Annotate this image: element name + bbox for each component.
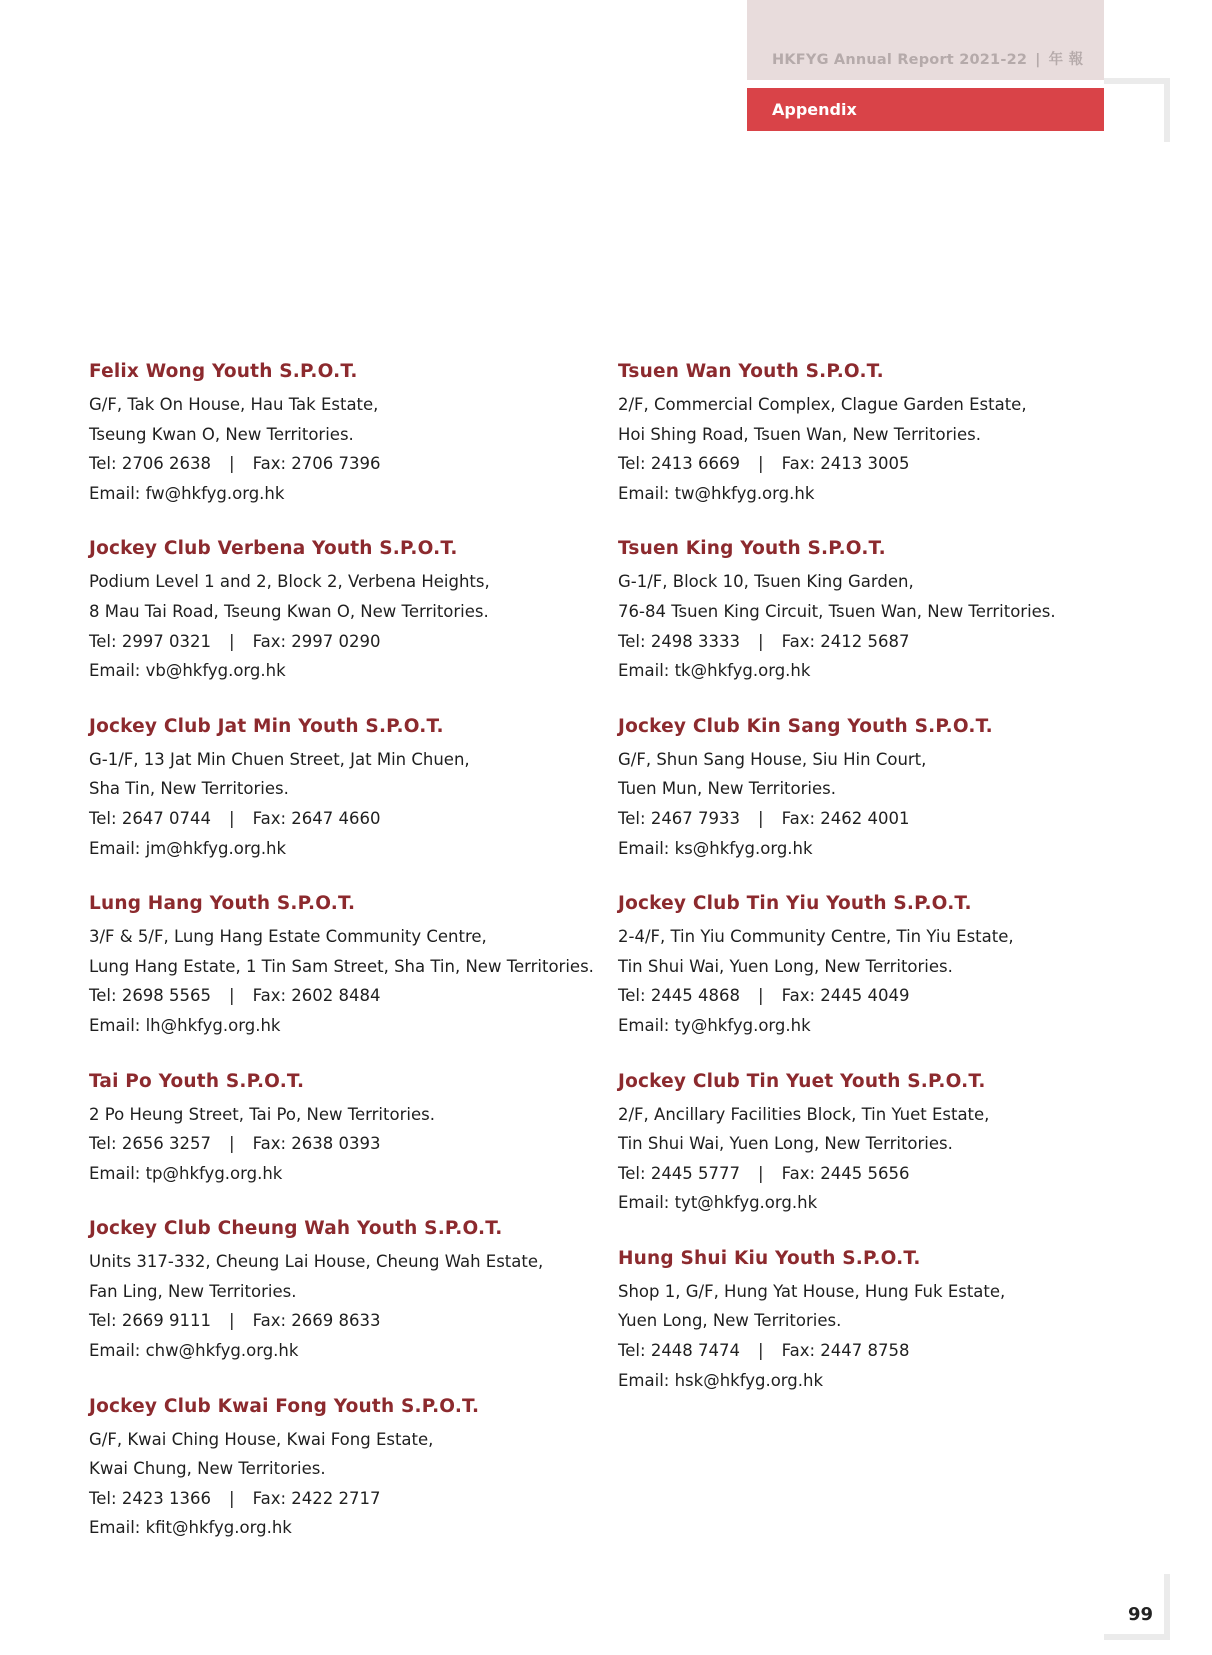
divider-bar: |: [758, 808, 764, 828]
email-line: Email: tk@hkfyg.org.hk: [618, 661, 811, 681]
contact-entry: [89, 892, 594, 1040]
tel-fax-line: [89, 981, 589, 1011]
email-line: Email: tp@hkfyg.org.hk: [89, 1163, 283, 1183]
tel-number: Tel: 2413 6669: [618, 454, 741, 474]
tel-number: Tel: 2423 1366: [89, 1488, 212, 1508]
left-column: [89, 360, 594, 1572]
centre-name: Tsuen Wan Youth S.P.O.T.: [618, 361, 884, 382]
address-line: Sha Tin, New Territories.: [89, 779, 289, 799]
address-line: Fan Ling, New Territories.: [89, 1281, 297, 1301]
report-title-text: HKFYG Annual Report 2021-22: [772, 52, 1028, 68]
contact-entry: [618, 360, 1178, 508]
email-line: Email: chw@hkfyg.org.hk: [89, 1341, 299, 1361]
tel-fax-line: [89, 627, 589, 657]
centre-name: Hung Shui Kiu Youth S.P.O.T.: [618, 1247, 921, 1269]
centre-name: Jockey Club Kwai Fong Youth S.P.O.T.: [89, 1395, 480, 1417]
centre-name: Jockey Club Jat Min Youth S.P.O.T.: [89, 715, 444, 737]
address-line: G-1/F, 13 Jat Min Chuen Street, Jat Min Chuen,: [89, 749, 470, 769]
tel-fax-line: [618, 627, 1178, 657]
address-line: Tseung Kwan O, New Territories.: [89, 424, 354, 444]
address-line: G/F, Shun Sang House, Siu Hin Court,: [618, 749, 927, 769]
tel-fax-line: [618, 1159, 1178, 1189]
fax-number: Fax: 2669 8633: [252, 1311, 381, 1331]
contact-entry: [89, 537, 589, 685]
address-line: 2/F, Ancillary Facilities Block, Tin Yuet Estate,: [618, 1104, 990, 1124]
corner-bracket-top: [1104, 78, 1170, 142]
address-line: Kwai Chung, New Territories.: [89, 1459, 326, 1479]
address-line: 8 Mau Tai Road, Tseung Kwan O, New Territories.: [89, 601, 489, 621]
centre-name: Jockey Club Verbena Youth S.P.O.T.: [89, 538, 458, 560]
centre-name: Jockey Club Tin Yiu Youth S.P.O.T.: [618, 893, 972, 915]
fax-number: Fax: 2647 4660: [252, 808, 381, 828]
tel-fax-line: [89, 804, 589, 834]
divider-bar: |: [758, 1341, 764, 1361]
address-line: Lung Hang Estate, 1 Tin Sam Street, Sha Tin, New Territories.: [89, 956, 594, 976]
divider-bar: |: [229, 1134, 235, 1154]
tel-number: Tel: 2669 9111: [89, 1311, 212, 1331]
page-number: 99: [1128, 1604, 1154, 1625]
contact-entry: [618, 892, 1178, 1040]
email-line: Email: tw@hkfyg.org.hk: [618, 483, 815, 503]
address-line: 2/F, Commercial Complex, Clague Garden Estate,: [618, 395, 1027, 414]
centre-name: Tai Po Youth S.P.O.T.: [89, 1070, 305, 1092]
right-column: [618, 360, 1178, 1424]
tel-number: Tel: 2997 0321: [89, 631, 212, 651]
divider-bar: |: [758, 454, 764, 474]
email-line: Email: hsk@hkfyg.org.hk: [618, 1370, 824, 1390]
centre-name: Felix Wong Youth S.P.O.T.: [89, 361, 358, 382]
email-line: Email: ty@hkfyg.org.hk: [618, 1015, 811, 1035]
tel-number: Tel: 2498 3333: [618, 631, 741, 651]
tel-number: Tel: 2706 2638: [89, 454, 212, 474]
divider-bar: |: [229, 808, 235, 828]
tel-number: Tel: 2445 5777: [618, 1163, 741, 1183]
section-label: Appendix: [772, 100, 857, 119]
divider-bar: |: [229, 454, 235, 474]
address-line: G/F, Tak On House, Hau Tak Estate,: [89, 395, 379, 414]
email-line: Email: lh@hkfyg.org.hk: [89, 1015, 281, 1035]
address-line: Yuen Long, New Territories.: [618, 1311, 842, 1331]
tel-number: Tel: 2448 7474: [618, 1341, 741, 1361]
address-line: 3/F & 5/F, Lung Hang Estate Community Centre,: [89, 927, 487, 947]
fax-number: Fax: 2413 3005: [781, 454, 910, 474]
address-line: Units 317-332, Cheung Lai House, Cheung Wah Estate,: [89, 1252, 544, 1272]
contact-entry: [618, 1070, 1178, 1218]
tel-number: Tel: 2647 0744: [89, 808, 212, 828]
contact-entry: [89, 360, 589, 508]
address-line: G/F, Kwai Ching House, Kwai Fong Estate,: [89, 1429, 434, 1449]
fax-number: Fax: 2447 8758: [781, 1341, 910, 1361]
email-line: Email: tyt@hkfyg.org.hk: [618, 1193, 818, 1213]
centre-name: Jockey Club Kin Sang Youth S.P.O.T.: [618, 715, 993, 737]
centre-name: Jockey Club Tin Yuet Youth S.P.O.T.: [618, 1070, 986, 1092]
fax-number: Fax: 2602 8484: [252, 986, 381, 1006]
contact-entry: [618, 1247, 1178, 1395]
divider-bar: |: [758, 631, 764, 651]
fax-number: Fax: 2445 4049: [781, 986, 910, 1006]
email-line: Email: ks@hkfyg.org.hk: [618, 838, 813, 858]
divider-bar: |: [758, 986, 764, 1006]
address-line: 2 Po Heung Street, Tai Po, New Territories.: [89, 1104, 435, 1124]
tel-fax-line: [618, 449, 1178, 479]
fax-number: Fax: 2638 0393: [252, 1134, 381, 1154]
divider-bar: |: [758, 1163, 764, 1183]
tel-fax-line: [89, 449, 589, 479]
address-line: Shop 1, G/F, Hung Yat House, Hung Fuk Estate,: [618, 1281, 1006, 1301]
address-line: Podium Level 1 and 2, Block 2, Verbena Heights,: [89, 572, 490, 592]
divider-bar: |: [229, 1488, 235, 1508]
email-line: Email: jm@hkfyg.org.hk: [89, 838, 287, 858]
address-line: G-1/F, Block 10, Tsuen King Garden,: [618, 572, 914, 592]
tel-fax-line: [89, 1306, 589, 1336]
fax-number: Fax: 2706 7396: [252, 454, 381, 474]
centre-name: Lung Hang Youth S.P.O.T.: [89, 893, 356, 915]
centre-name: Tsuen King Youth S.P.O.T.: [618, 538, 886, 560]
address-line: 2-4/F, Tin Yiu Community Centre, Tin Yiu Estate,: [618, 927, 1014, 947]
tel-fax-line: [89, 1484, 589, 1514]
tel-fax-line: [618, 981, 1178, 1011]
divider-bar: |: [229, 631, 235, 651]
fax-number: Fax: 2422 2717: [252, 1488, 381, 1508]
contact-entry: [618, 715, 1178, 863]
email-line: Email: vb@hkfyg.org.hk: [89, 661, 286, 681]
tel-number: Tel: 2445 4868: [618, 986, 741, 1006]
divider-bar: |: [229, 1311, 235, 1331]
address-line: Tin Shui Wai, Yuen Long, New Territories.: [618, 956, 953, 976]
address-line: Tuen Mun, New Territories.: [618, 779, 836, 799]
contact-entry: [618, 537, 1178, 685]
fax-number: Fax: 2445 5656: [781, 1163, 910, 1183]
contact-entry: [89, 1217, 589, 1365]
email-line: Email: kfit@hkfyg.org.hk: [89, 1518, 292, 1538]
tel-number: Tel: 2467 7933: [618, 808, 741, 828]
contact-entry: [89, 715, 589, 863]
email-line: Email: fw@hkfyg.org.hk: [89, 483, 285, 503]
address-line: Tin Shui Wai, Yuen Long, New Territories.: [618, 1134, 953, 1154]
fax-number: Fax: 2997 0290: [252, 631, 381, 651]
report-title: [772, 48, 1083, 69]
centre-name: Jockey Club Cheung Wah Youth S.P.O.T.: [89, 1218, 503, 1240]
fax-number: Fax: 2412 5687: [781, 631, 910, 651]
tel-fax-line: [89, 1129, 589, 1159]
tel-fax-line: [618, 804, 1178, 834]
address-line: 76-84 Tsuen King Circuit, Tsuen Wan, New Territories.: [618, 601, 1056, 621]
header-separator: |: [1035, 52, 1041, 68]
tel-number: Tel: 2698 5565: [89, 986, 212, 1006]
contact-entry: [89, 1395, 589, 1543]
address-line: Hoi Shing Road, Tsuen Wan, New Territories.: [618, 424, 981, 444]
fax-number: Fax: 2462 4001: [781, 808, 910, 828]
contact-entry: [89, 1070, 589, 1189]
report-title-chinese: 年 報: [1048, 52, 1084, 68]
tel-number: Tel: 2656 3257: [89, 1134, 212, 1154]
divider-bar: |: [229, 986, 235, 1006]
tel-fax-line: [618, 1336, 1178, 1366]
